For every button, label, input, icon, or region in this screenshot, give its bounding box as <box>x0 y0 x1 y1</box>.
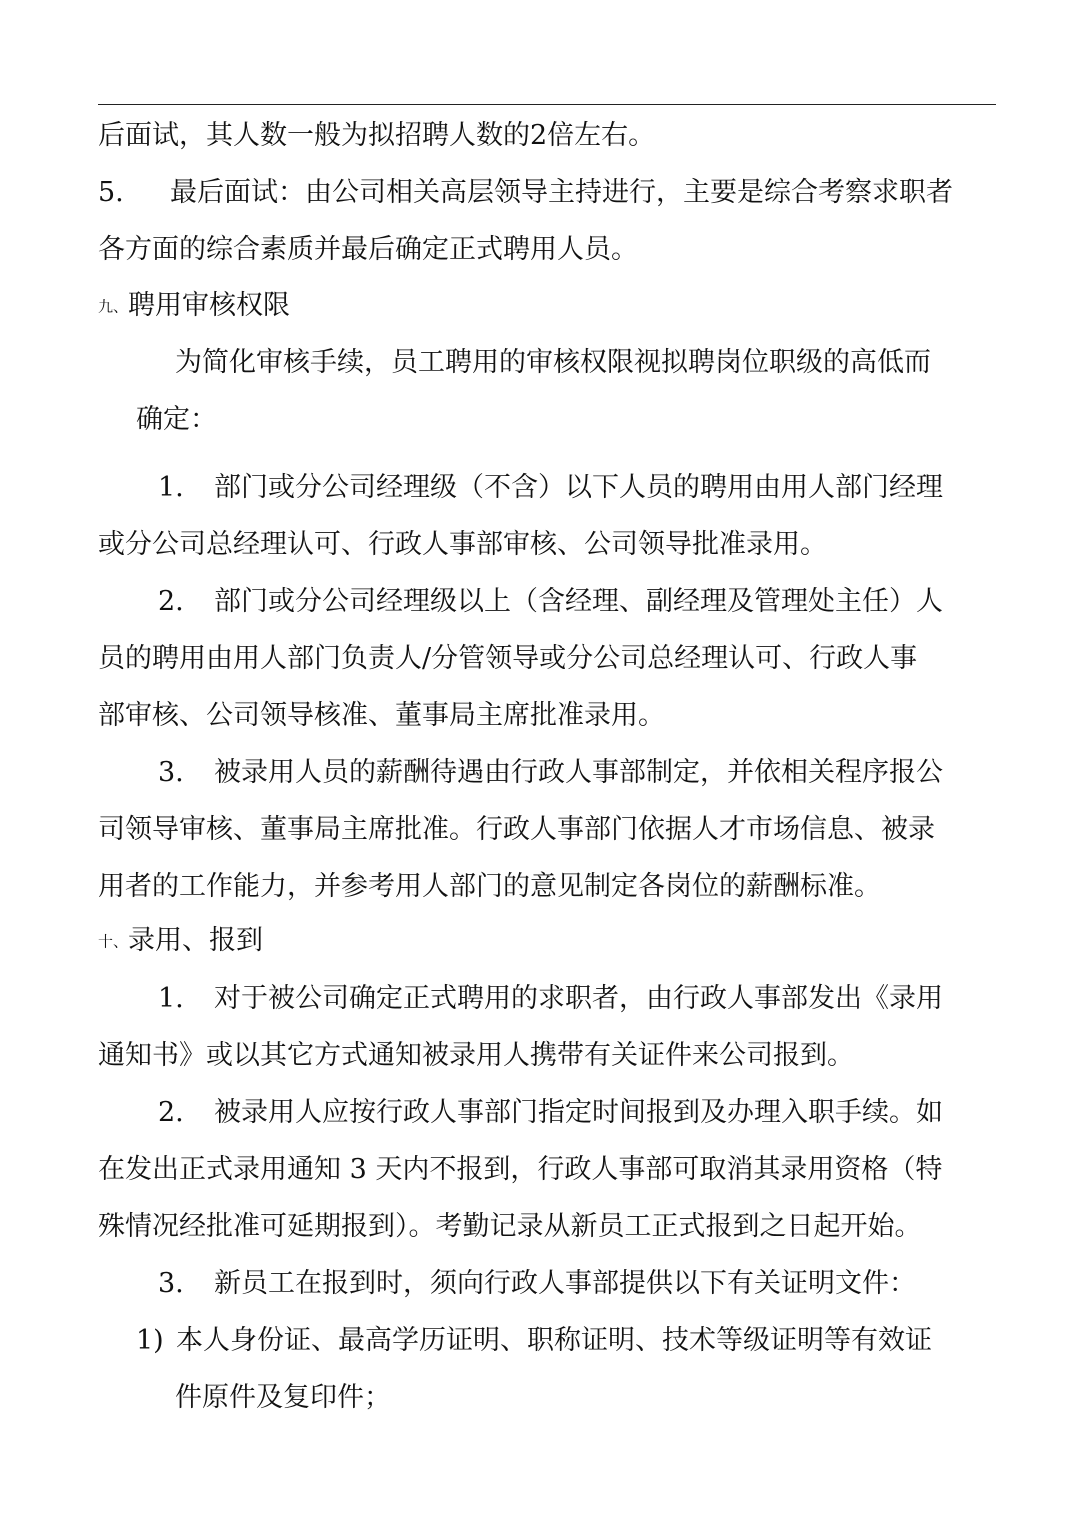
paragraph-line: 确定： <box>136 404 217 435</box>
list-text: 新员工在报到时，须向行政人事部提供以下有关证明文件： <box>214 1268 916 1299</box>
section-heading-9 <box>98 288 290 325</box>
list-text: 对于被公司确定正式聘用的求职者，由行政人事部发出《录用 <box>214 983 943 1014</box>
text-line: 在发出正式录用通知 3 天内不报到，行政人事部可取消其录用资格（特 <box>98 1154 943 1185</box>
text-line: 殊情况经批准可延期报到）。考勤记录从新员工正式报到之日起开始。 <box>98 1211 922 1242</box>
text-line: 通知书》或以其它方式通知被录用人携带有关证件来公司报到。 <box>98 1040 854 1071</box>
list-text: 被录用人应按行政人事部门指定时间报到及办理入职手续。如 <box>214 1097 943 1128</box>
text-line: 后面试，其人数一般为拟招聘人数的2倍左右。 <box>98 120 656 151</box>
section-title: 录用、报到 <box>128 925 264 956</box>
list-text: 部门或分公司经理级以上（含经理、副经理及管理处主任）人 <box>214 586 943 617</box>
list-number: 3. <box>158 757 184 788</box>
list-text: 被录用人员的薪酬待遇由行政人事部制定，并依相关程序报公 <box>214 757 943 788</box>
section-number: 九、 <box>98 297 129 316</box>
list-text: 最后面试：由公司相关高层领导主持进行，主要是综合考察求职者 <box>170 177 953 208</box>
list-number: 5. <box>98 177 124 208</box>
list-number: 3. <box>158 1268 184 1299</box>
list-text: 部门或分公司经理级（不含）以下人员的聘用由用人部门经理 <box>214 472 943 503</box>
text-line: 员的聘用由用人部门负责人/分管领导或分公司总经理认可、行政人事 <box>98 643 918 674</box>
section-heading-10 <box>98 923 263 960</box>
list-number: 1. <box>158 983 184 1014</box>
list-item-3 <box>158 755 943 791</box>
list-number: 1. <box>158 472 184 503</box>
header-rule <box>98 104 996 105</box>
sub-list-item-1 <box>136 1323 932 1359</box>
paragraph-line: 为简化审核手续，员工聘用的审核权限视拟聘岗位职级的高低而 <box>175 347 931 378</box>
section-title: 聘用审核权限 <box>128 290 291 321</box>
list-text: 本人身份证、最高学历证明、职称证明、技术等级证明等有效证 <box>176 1325 932 1356</box>
text-line: 用者的工作能力，并参考用人部门的意见制定各岗位的薪酬标准。 <box>98 871 881 902</box>
sub-list-number: 1) <box>136 1325 164 1356</box>
text-line: 各方面的综合素质并最后确定正式聘用人员。 <box>98 234 638 265</box>
list-item-1 <box>158 981 943 1017</box>
list-item-2 <box>158 584 943 620</box>
text-line: 件原件及复印件； <box>175 1382 391 1413</box>
text-line: 司领导审核、董事局主席批准。行政人事部门依据人才市场信息、被录 <box>98 814 935 845</box>
list-number: 2. <box>158 586 184 617</box>
text-line: 或分公司总经理认可、行政人事部审核、公司领导批准录用。 <box>98 529 827 560</box>
list-item-2 <box>158 1095 943 1131</box>
section-number: 十、 <box>98 932 129 951</box>
list-number: 2. <box>158 1097 184 1128</box>
text-line: 部审核、公司领导核准、董事局主席批准录用。 <box>98 700 665 731</box>
list-item-3 <box>158 1266 916 1302</box>
list-item-1 <box>158 470 943 506</box>
list-item-5 <box>98 175 953 211</box>
